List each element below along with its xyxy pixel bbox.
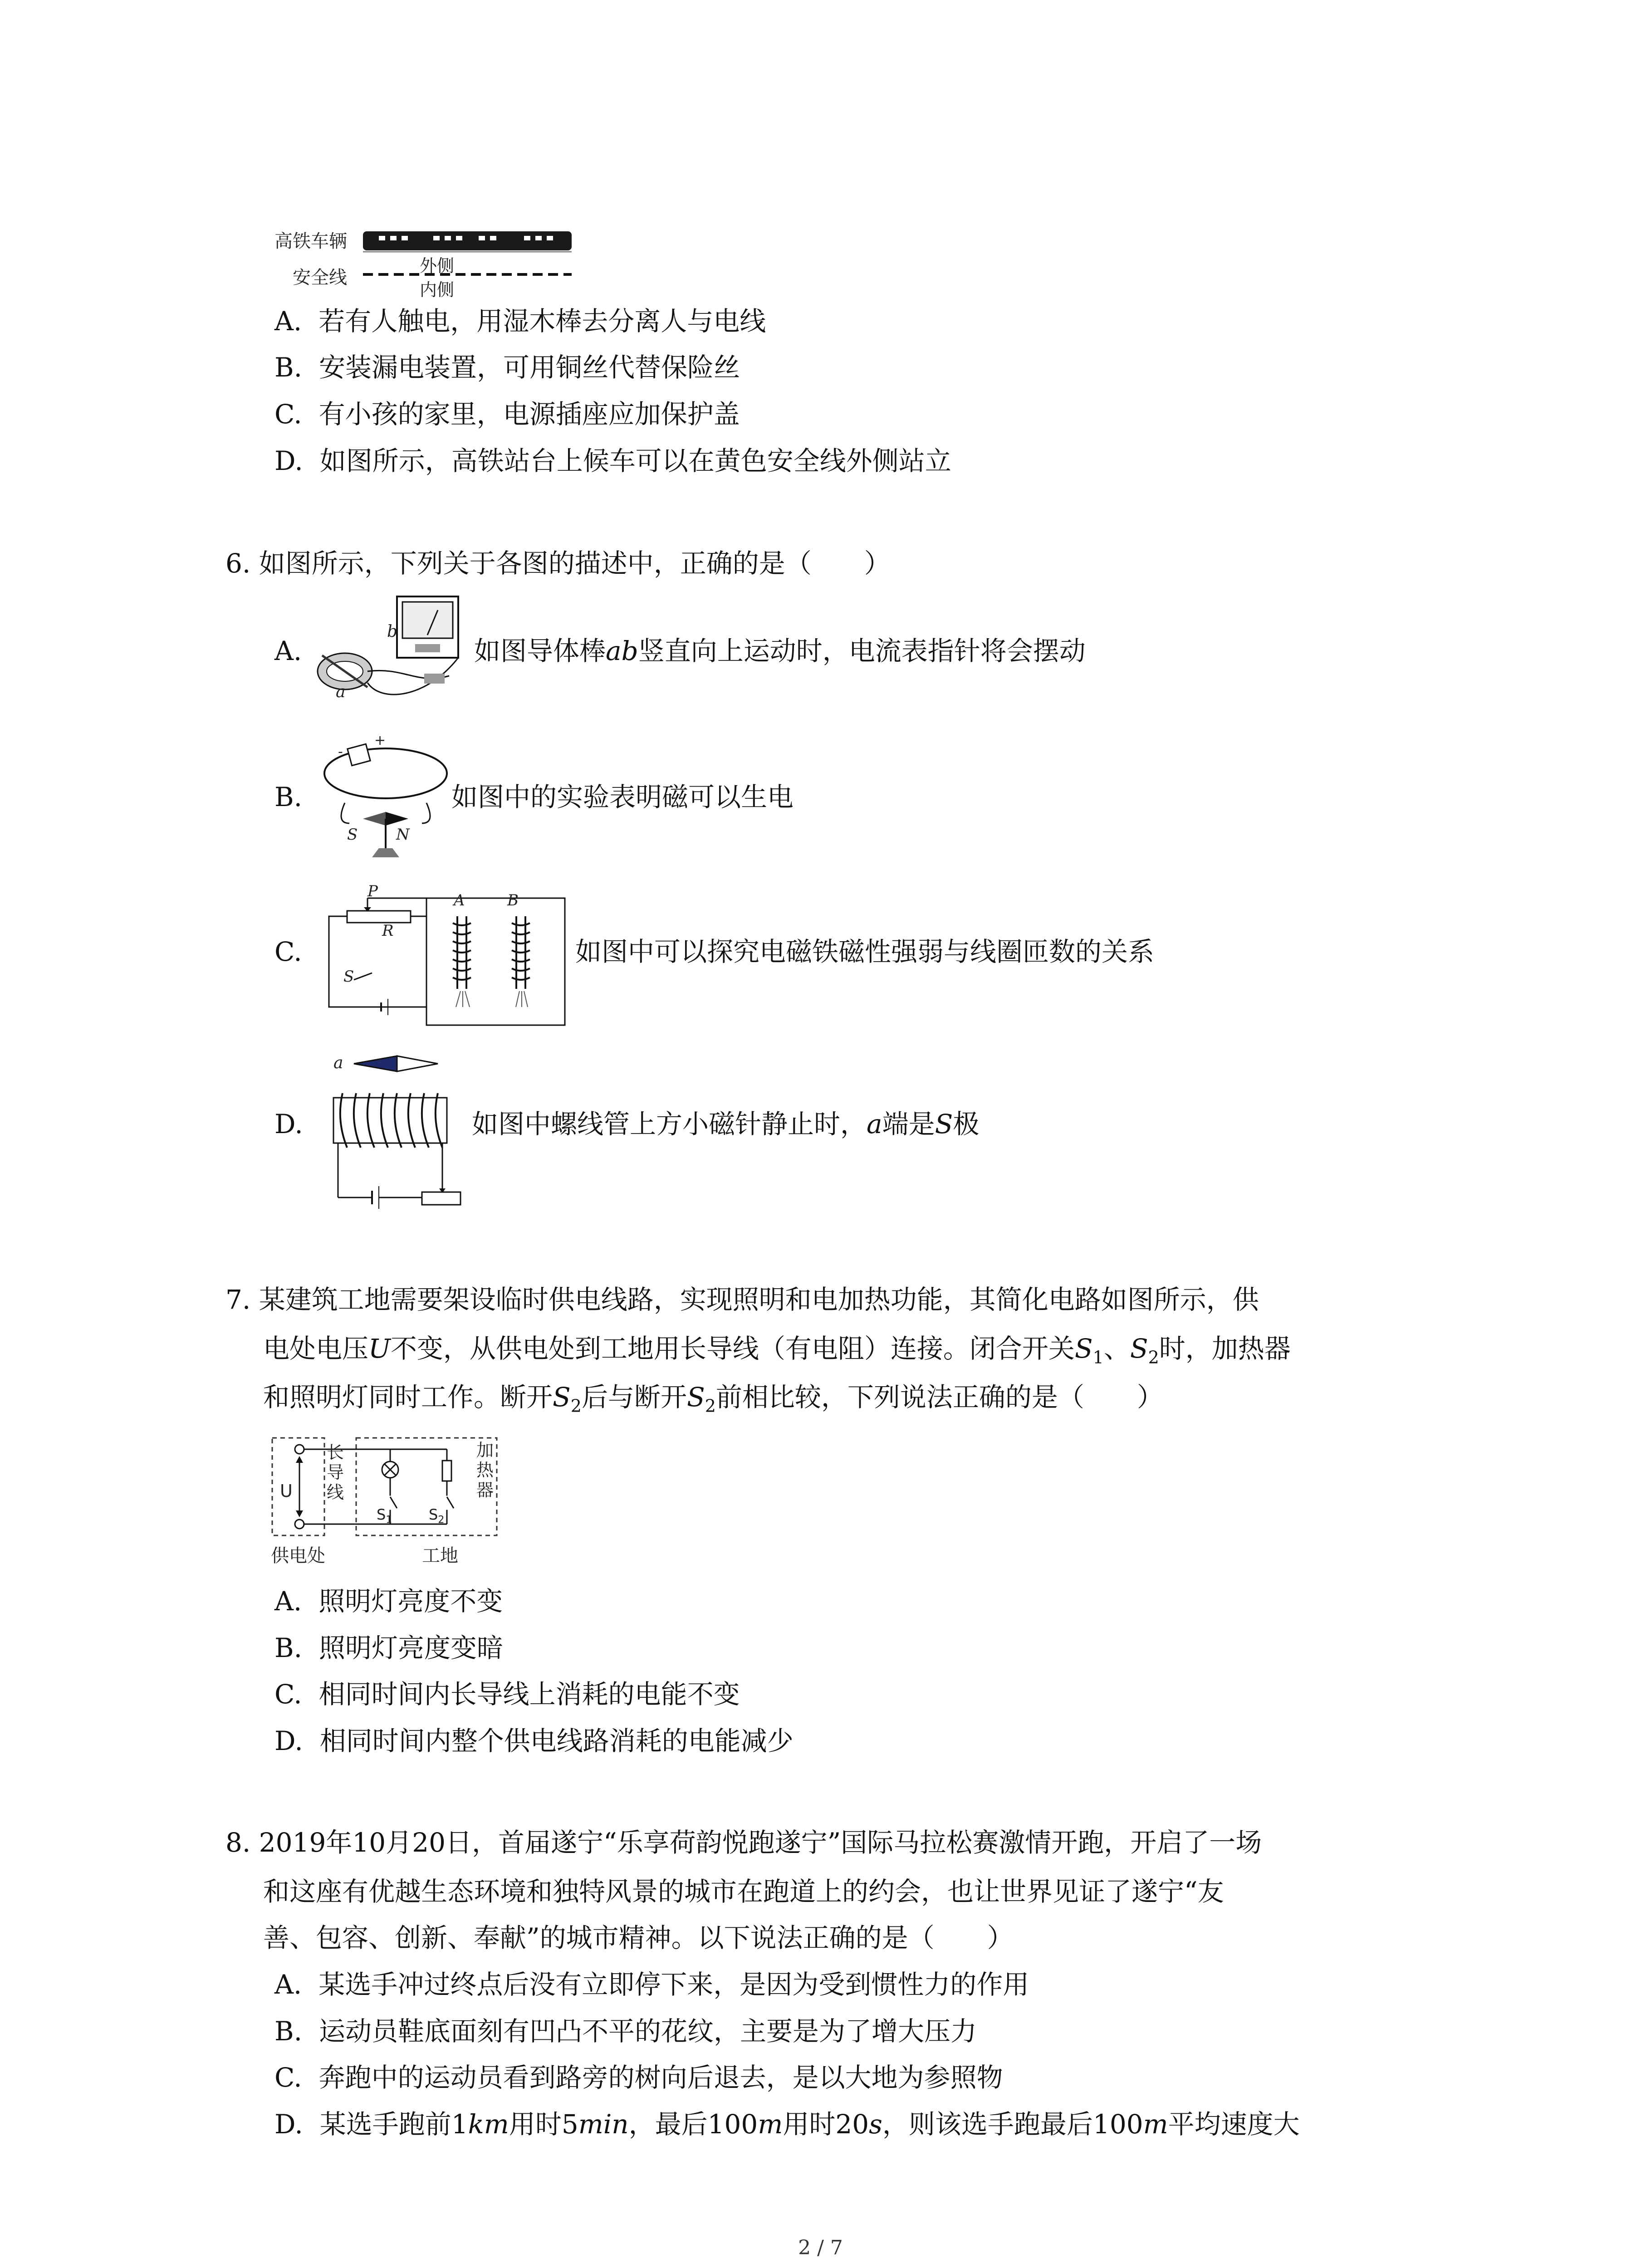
page-number: 2 / 7 — [798, 2236, 843, 2259]
option-text: 安装漏电装置，可用铜丝代替保险丝 — [318, 352, 740, 383]
q6-option-c-letter: C. — [274, 936, 302, 967]
subscript: 2 — [438, 1514, 445, 1526]
q8-option-a — [274, 1969, 1029, 2000]
unit: m — [1143, 2109, 1168, 2140]
q8-line-1 — [225, 1827, 1262, 1858]
q8-line-2: 和这座有优越生态环境和独特风景的城市在跑道上的约会，也让世界见证了遂宁“友 — [263, 1876, 1224, 1907]
option-letter: B. — [274, 1633, 303, 1663]
fig-label-long-wire: 长导线 — [327, 1442, 344, 1502]
option-text: 如图所示，高铁站台上候车可以在黄色安全线外侧站立 — [319, 445, 951, 476]
question-text: 2019年10月20日，首届遂宁“乐享荷韵悦跑遂宁”国际马拉松赛激情开跑，开启了一场 — [259, 1827, 1262, 1858]
subscript: 1 — [1092, 1347, 1104, 1368]
q6-b-figure — [318, 737, 449, 869]
math-var: ab — [606, 635, 638, 666]
fig-label-u: U — [280, 1481, 293, 1501]
option-text: 相同时间内整个供电线路消耗的电能减少 — [319, 1725, 794, 1756]
subscript: 1 — [386, 1514, 392, 1526]
q6-option-d-text — [472, 1108, 979, 1140]
q5-option-b — [274, 352, 740, 383]
symbol: S — [429, 1506, 438, 1523]
q7-option-d — [274, 1725, 794, 1757]
option-text: 若有人触电，用湿木棒去分离人与电线 — [318, 306, 766, 337]
option-letter: A. — [274, 1969, 302, 2000]
text-part: 和照明灯同时工作。断开 — [263, 1382, 553, 1413]
text-part: 电处电压 — [263, 1333, 369, 1364]
fig-label-switch-s: S — [343, 968, 354, 986]
option-letter: C. — [274, 399, 302, 430]
option-text: 照明灯亮度不变 — [318, 1586, 503, 1617]
symbol: S — [377, 1506, 386, 1523]
math-var: S — [686, 1382, 705, 1413]
q7-option-c — [274, 1678, 740, 1710]
q8-option-c — [274, 2062, 1003, 2093]
text-part: ，则该选手跑最后100 — [882, 2109, 1143, 2140]
option-letter: C. — [274, 2062, 302, 2093]
q8-option-b — [274, 2015, 977, 2047]
unit: s — [869, 2109, 882, 2140]
fig-label-p: P — [367, 882, 378, 900]
fig-label-a: a — [336, 683, 346, 701]
option-text: 奔跑中的运动员看到路旁的树向后退去，是以大地为参照物 — [318, 2062, 1003, 2093]
option-letter: B. — [274, 352, 303, 383]
fig-label-outer: 外侧 — [420, 256, 455, 276]
q5-option-c — [274, 398, 740, 430]
question-number: 8. — [225, 1827, 251, 1858]
q5-option-a — [274, 305, 766, 337]
text-part: 、 — [1103, 1333, 1130, 1364]
question-text: 如图所示，下列关于各图的描述中，正确的是（ ） — [259, 548, 891, 579]
question-number: 6. — [225, 548, 251, 579]
text-part: 竖直向上运动时，电流表指针将会摆动 — [638, 635, 1086, 666]
question-number: 7. — [225, 1284, 251, 1315]
option-text: 有小孩的家里，电源插座应加保护盖 — [318, 399, 740, 430]
text-part: 极 — [953, 1109, 980, 1139]
math-var: a — [867, 1109, 882, 1139]
fig-label-s: S — [347, 826, 358, 844]
text-part: 平均速度大 — [1168, 2109, 1300, 2140]
text-part: 如图导体棒 — [474, 635, 606, 666]
q8-option-d — [274, 2108, 1300, 2140]
text-part: 用时20 — [783, 2109, 869, 2140]
fig-label-minus: - — [338, 744, 343, 760]
q6-option-b-letter: B. — [274, 782, 303, 812]
q6-stem — [225, 547, 891, 579]
subscript: 2 — [570, 1396, 582, 1416]
math-var: S — [1130, 1333, 1148, 1364]
subscript: 2 — [1148, 1347, 1159, 1368]
option-letter: D. — [274, 1725, 303, 1756]
fig-label-site: 工地 — [422, 1545, 458, 1566]
text-part: 前相比较，下列说法正确的是（ ） — [715, 1382, 1163, 1413]
math-var: S — [935, 1109, 953, 1139]
fig-label-a: a — [333, 1054, 343, 1072]
unit: km — [468, 2109, 509, 2140]
q6-option-d-letter: D. — [274, 1109, 303, 1139]
text-part: 如图中螺线管上方小磁针静止时， — [472, 1109, 867, 1139]
q6-option-a-letter: A. — [274, 635, 302, 666]
text-part: ，最后100 — [628, 2109, 758, 2140]
option-letter: A. — [274, 306, 302, 337]
text-part: 端是 — [882, 1109, 935, 1139]
option-letter: C. — [274, 1679, 302, 1710]
text-part: 某选手跑前1 — [319, 2109, 468, 2140]
text-part: 用时5 — [509, 2109, 578, 2140]
unit: m — [758, 2109, 783, 2140]
subscript: 2 — [705, 1396, 716, 1416]
fig-label-coil-a: A — [454, 891, 465, 909]
fig-label-cars: 高铁车辆 — [274, 231, 347, 252]
q6-option-b-text: 如图中的实验表明磁可以生电 — [451, 782, 794, 812]
option-letter: A. — [274, 1586, 302, 1617]
q6-option-c-text: 如图中可以探究电磁铁磁性强弱与线圈匝数的关系 — [575, 936, 1155, 967]
q8-line-3: 善、包容、创新、奉献”的城市精神。以下说法正确的是（ ） — [263, 1922, 1014, 1953]
option-letter: B. — [274, 2016, 303, 2047]
option-letter: D. — [274, 2109, 303, 2140]
q6-c-figure — [313, 889, 567, 1034]
q7-line-3 — [263, 1381, 1163, 1422]
option-text: 相同时间内长导线上消耗的电能不变 — [318, 1679, 740, 1710]
text-part: 不变，从供电处到工地用长导线（有电阻）连接。闭合开关 — [390, 1333, 1075, 1364]
text-part: 时，加热器 — [1159, 1333, 1291, 1364]
fig-label-coil-b: B — [507, 891, 519, 909]
fig-label-heater: 加热器 — [476, 1440, 494, 1500]
fig-label-inner: 内侧 — [420, 280, 455, 300]
option-text: 运动员鞋底面刻有凹凸不平的花纹，主要是为了增大压力 — [318, 2016, 977, 2047]
q7-line-2 — [263, 1333, 1291, 1374]
fig-label-n: N — [396, 826, 410, 844]
text-part: 后与断开 — [581, 1382, 687, 1413]
q6-d-figure — [318, 1048, 481, 1229]
q5-option-d — [274, 445, 951, 477]
q7-option-a — [274, 1585, 503, 1617]
option-text: 某选手冲过终点后没有立即停下来，是因为受到惯性力的作用 — [318, 1969, 1029, 2000]
math-var: S — [1074, 1333, 1093, 1364]
math-var: S — [553, 1382, 571, 1413]
option-letter: D. — [274, 445, 303, 476]
fig-label-line: 安全线 — [293, 267, 347, 288]
fig-label-b: b — [387, 622, 398, 641]
fig-label-r: R — [382, 922, 394, 940]
fig-label-plus: + — [374, 733, 386, 748]
fig-label-s2 — [429, 1506, 444, 1525]
option-text: 照明灯亮度变暗 — [318, 1633, 503, 1663]
fig-label-s1 — [377, 1506, 392, 1525]
unit: min — [578, 2109, 629, 2140]
math-var: U — [368, 1333, 391, 1364]
fig-label-supply: 供电处 — [271, 1545, 325, 1566]
q7-line-1 — [225, 1284, 1259, 1315]
q7-option-b — [274, 1632, 503, 1664]
q6-option-a-text — [474, 635, 1086, 667]
question-text: 某建筑工地需要架设临时供电线路，实现照明和电加热功能，其简化电路如图所示，供 — [259, 1284, 1259, 1315]
